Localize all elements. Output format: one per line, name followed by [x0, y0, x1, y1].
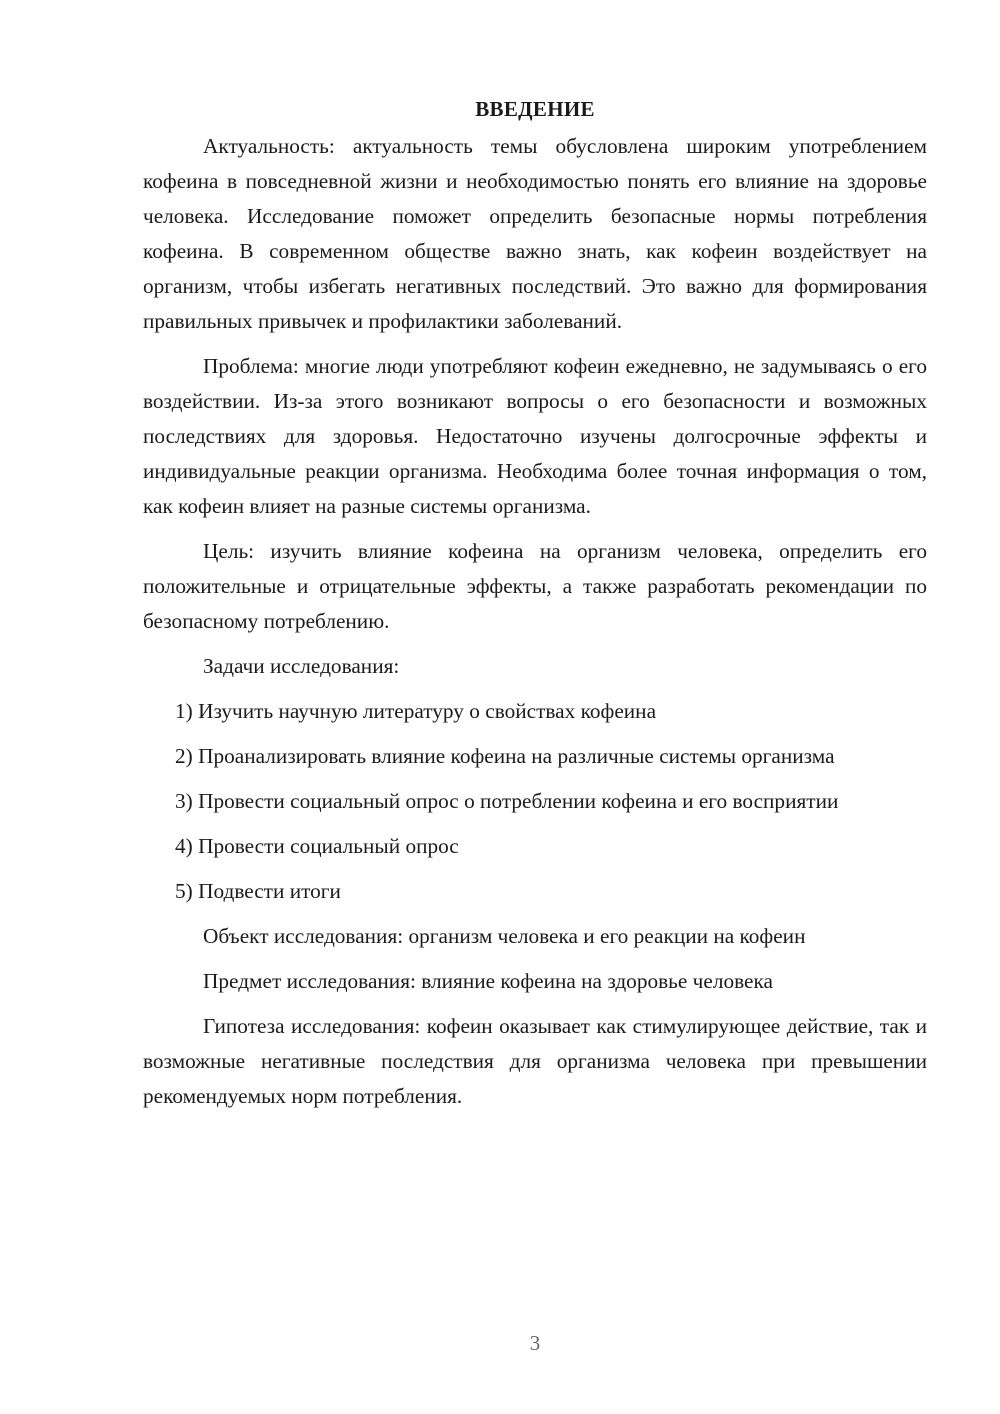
list-item: 4) Провести социальный опрос — [175, 834, 459, 858]
subject-paragraph: Предмет исследования: влияние кофеина на здоровье человека — [203, 969, 773, 993]
list-item: 3) Провести социальный опрос о потреблении кофеина и его восприятии — [175, 789, 839, 813]
list-item: 2) Проанализировать влияние кофеина на различные системы организма — [175, 744, 835, 768]
list-item: 5) Подвести итоги — [175, 879, 341, 903]
goal-paragraph: Цель: изучить влияние кофеина на организм человека, определить его положительные и отрицательные эффекты, а также разработать рекомендации по безопасному потреблению. — [143, 539, 927, 633]
hypothesis-paragraph: Гипотеза исследования: кофеин оказывает как стимулирующее действие, так и возможные негативные последствия для организма человека при превышении рекомендуемых норм потребления. — [143, 1014, 927, 1108]
object-paragraph: Объект исследования: организм человека и его реакции на кофеин — [203, 924, 806, 948]
problem-paragraph: Проблема: многие люди употребляют кофеин ежедневно, не задумываясь о его воздействии. Из-за этого возникают вопросы о его безопасности и возможных последствиях для здоровья. Недостаточно изучены долгосрочные эффекты и индивидуальные реакции организма. Необходима более точная информация о том, как кофеин влияет на разные системы организма. — [143, 354, 927, 518]
list-item: 1) Изучить научную литературу о свойствах кофеина — [175, 699, 657, 723]
page-title: ВВЕДЕНИЕ — [475, 97, 595, 121]
tasks-list — [143, 694, 927, 909]
document-page — [143, 92, 927, 1124]
page-number: 3 — [529, 1331, 541, 1355]
relevance-paragraph: Актуальность: актуальность темы обусловлена широким употреблением кофеина в повседневной жизни и необходимостью понять его влияние на здоровье человека. Исследование поможет определить безопасные нормы потребления кофеина. В современном обществе важно знать, как кофеин воздействует на организм, чтобы избегать негативных последствий. Это важно для формирования правильных привычек и профилактики заболеваний. — [143, 134, 927, 333]
tasks-title: Задачи исследования: — [203, 654, 400, 678]
